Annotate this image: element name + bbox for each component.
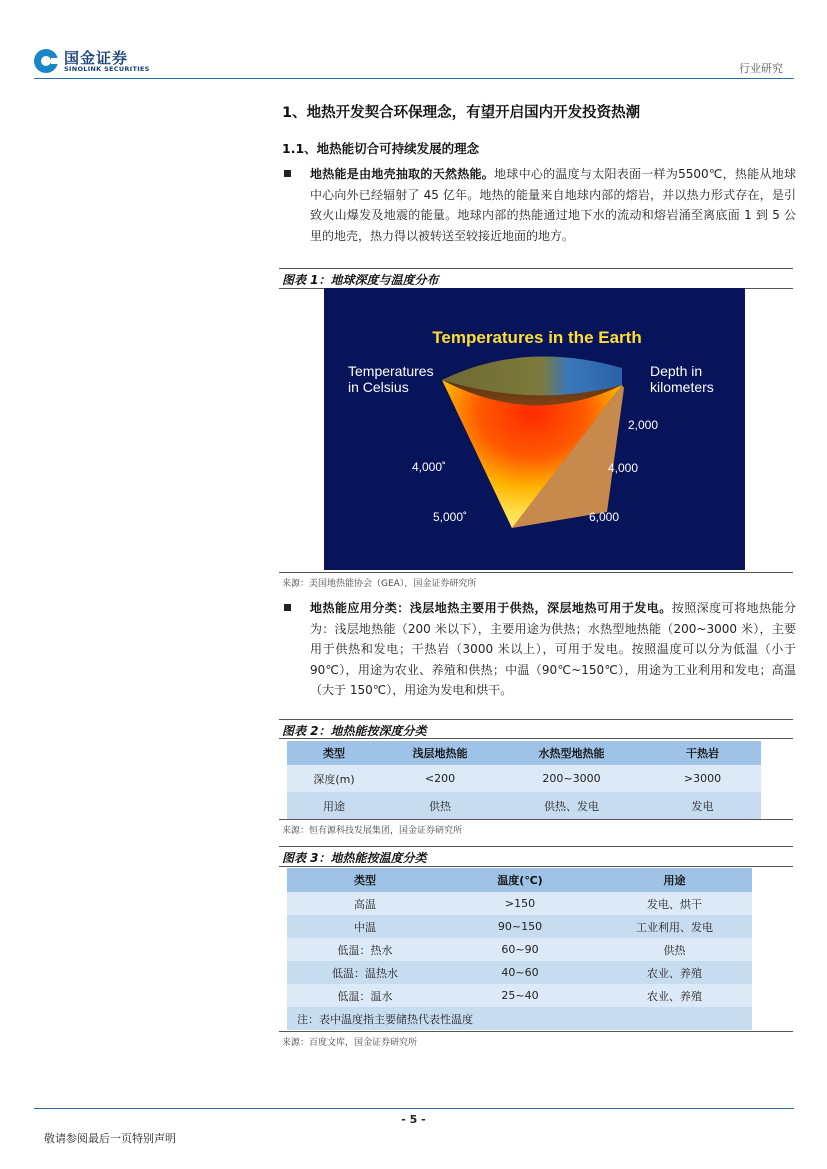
table-cell: 40~60 bbox=[443, 961, 597, 984]
logo-icon bbox=[34, 49, 58, 73]
table-header-row bbox=[287, 741, 761, 765]
table-row bbox=[287, 915, 752, 938]
earth-temperature-image bbox=[324, 288, 745, 570]
table-note: 注：表中温度指主要储热代表性温度 bbox=[287, 1007, 752, 1030]
table-row bbox=[287, 938, 752, 961]
figure-3-title: 图表 3：地热能按温度分类 bbox=[282, 851, 427, 865]
table-row bbox=[287, 792, 761, 819]
table-cell: 高温 bbox=[287, 892, 443, 915]
table-cell: >3000 bbox=[644, 765, 761, 792]
figure-top-rule bbox=[279, 268, 793, 269]
table-cell: >150 bbox=[443, 892, 597, 915]
table-row bbox=[287, 892, 752, 915]
table-cell: 用途 bbox=[287, 792, 381, 819]
paragraph-text: 地球中心的温度与太阳表面一样为5500℃，热能从地球中心向外已经辐射了 45 亿年。地热的能量来自地球内部的熔岩，并以热力形式存在，是引致火山爆发及地震的能量。地球内部的热能通过地下水的流动和熔岩涌至离底面 1 到 5 公里的地壳，热力得以被转送至较接近地面的地方。 bbox=[310, 167, 796, 243]
image-right-label-2: kilometers bbox=[650, 379, 714, 395]
square-bullet-icon bbox=[284, 604, 291, 611]
figure-bottom-rule bbox=[279, 1031, 793, 1032]
earth-cutaway-illustration bbox=[324, 288, 745, 570]
image-right-label-1: Depth in bbox=[650, 363, 703, 379]
table-row bbox=[287, 961, 752, 984]
table-cell: 供热、发电 bbox=[499, 792, 644, 819]
table-cell: 农业、养殖 bbox=[597, 961, 752, 984]
page-number: - 5 - bbox=[401, 1113, 426, 1126]
temp-label-2: 5,000˚ bbox=[433, 510, 468, 524]
temp-label-1: 4,000˚ bbox=[412, 460, 447, 474]
paragraph-classification bbox=[284, 598, 796, 701]
subsection-heading: 1.1、地热能切合可持续发展的理念 bbox=[282, 141, 480, 156]
table-cell: 25~40 bbox=[443, 984, 597, 1007]
image-left-label-2: in Celsius bbox=[348, 379, 409, 395]
figure-title-rule bbox=[279, 738, 793, 739]
company-logo bbox=[34, 48, 164, 76]
table-cell: 90~150 bbox=[443, 915, 597, 938]
paragraph-lead: 地热能是由地壳抽取的天然热能。 bbox=[310, 167, 495, 181]
depth-label-1: 2,000 bbox=[628, 418, 659, 432]
depth-classification-table bbox=[287, 741, 761, 819]
table-cell: 发电 bbox=[644, 792, 761, 819]
figure-3-source: 来源：百度文库，国金证券研究所 bbox=[282, 1038, 418, 1048]
table-header-cell: 类型 bbox=[287, 868, 443, 892]
table-note-row bbox=[287, 1007, 752, 1030]
table-cell: 供热 bbox=[597, 938, 752, 961]
report-category: 行业研究 bbox=[739, 62, 783, 75]
temperature-classification-table bbox=[287, 868, 752, 1030]
figure-1-title: 图表 1：地球深度与温度分布 bbox=[282, 273, 439, 287]
image-heading: Temperatures in the Earth bbox=[432, 328, 642, 347]
table-cell: 低温：温水 bbox=[287, 984, 443, 1007]
table-header-cell: 类型 bbox=[287, 741, 381, 765]
table-cell: 低温：温热水 bbox=[287, 961, 443, 984]
table-header-cell: 用途 bbox=[597, 868, 752, 892]
figure-2-source: 来源：恒有源科技发展集团，国金证券研究所 bbox=[282, 826, 463, 836]
figure-1-source: 来源：美国地热能协会（GEA），国金证券研究所 bbox=[282, 579, 477, 589]
paragraph-lead: 地热能应用分类：浅层地热主要用于供热，深层地热可用于发电。 bbox=[310, 601, 672, 615]
depth-label-3: 6,000 bbox=[589, 510, 620, 524]
square-bullet-icon bbox=[284, 170, 291, 177]
depth-label-2: 4,000 bbox=[608, 461, 639, 475]
figure-top-rule bbox=[279, 719, 793, 720]
logo-en: SINOLINK SECURITIES bbox=[64, 65, 150, 73]
table-cell: 工业利用、发电 bbox=[597, 915, 752, 938]
table-header-cell: 温度(℃) bbox=[443, 868, 597, 892]
table-row bbox=[287, 984, 752, 1007]
table-cell: 深度(m) bbox=[287, 765, 381, 792]
table-cell: 农业、养殖 bbox=[597, 984, 752, 1007]
figure-title-rule bbox=[279, 866, 793, 867]
figure-bottom-rule bbox=[279, 572, 793, 573]
table-cell: 发电、烘干 bbox=[597, 892, 752, 915]
table-cell: 中温 bbox=[287, 915, 443, 938]
table-header-cell: 水热型地热能 bbox=[499, 741, 644, 765]
table-cell: 供热 bbox=[381, 792, 499, 819]
table-cell: <200 bbox=[381, 765, 499, 792]
figure-bottom-rule bbox=[279, 819, 793, 820]
footer-disclaimer: 敬请参阅最后一页特别声明 bbox=[44, 1132, 176, 1145]
table-row bbox=[287, 765, 761, 792]
table-cell: 60~90 bbox=[443, 938, 597, 961]
table-header-cell: 干热岩 bbox=[644, 741, 761, 765]
table-cell: 低温：热水 bbox=[287, 938, 443, 961]
logo-cn: 国金证券 bbox=[64, 49, 129, 67]
figure-top-rule bbox=[279, 846, 793, 847]
table-cell: 200~3000 bbox=[499, 765, 644, 792]
table-header-row bbox=[287, 868, 752, 892]
table-header-cell: 浅层地热能 bbox=[381, 741, 499, 765]
figure-2-title: 图表 2：地热能按深度分类 bbox=[282, 724, 427, 738]
paragraph-geothermal bbox=[284, 164, 796, 246]
header-divider bbox=[34, 78, 794, 79]
image-left-label-1: Temperatures bbox=[348, 363, 434, 379]
section-heading: 1、地热开发契合环保理念，有望开启国内开发投资热潮 bbox=[282, 105, 641, 121]
paragraph-text: 按照深度可将地热能分为：浅层地热能（200 米以下），主要用途为供热；水热型地热能（200~3000 米），主要用于供热和发电；干热岩（3000 米以上），可用于发电。按照温度可以分为低温（小于 90℃），用途为农业、养殖和供热；中温（90℃~150℃），用途为工业利用和发电；高温（大于 150℃），用途为发电和烘干。 bbox=[310, 601, 796, 697]
footer-divider bbox=[34, 1108, 794, 1109]
